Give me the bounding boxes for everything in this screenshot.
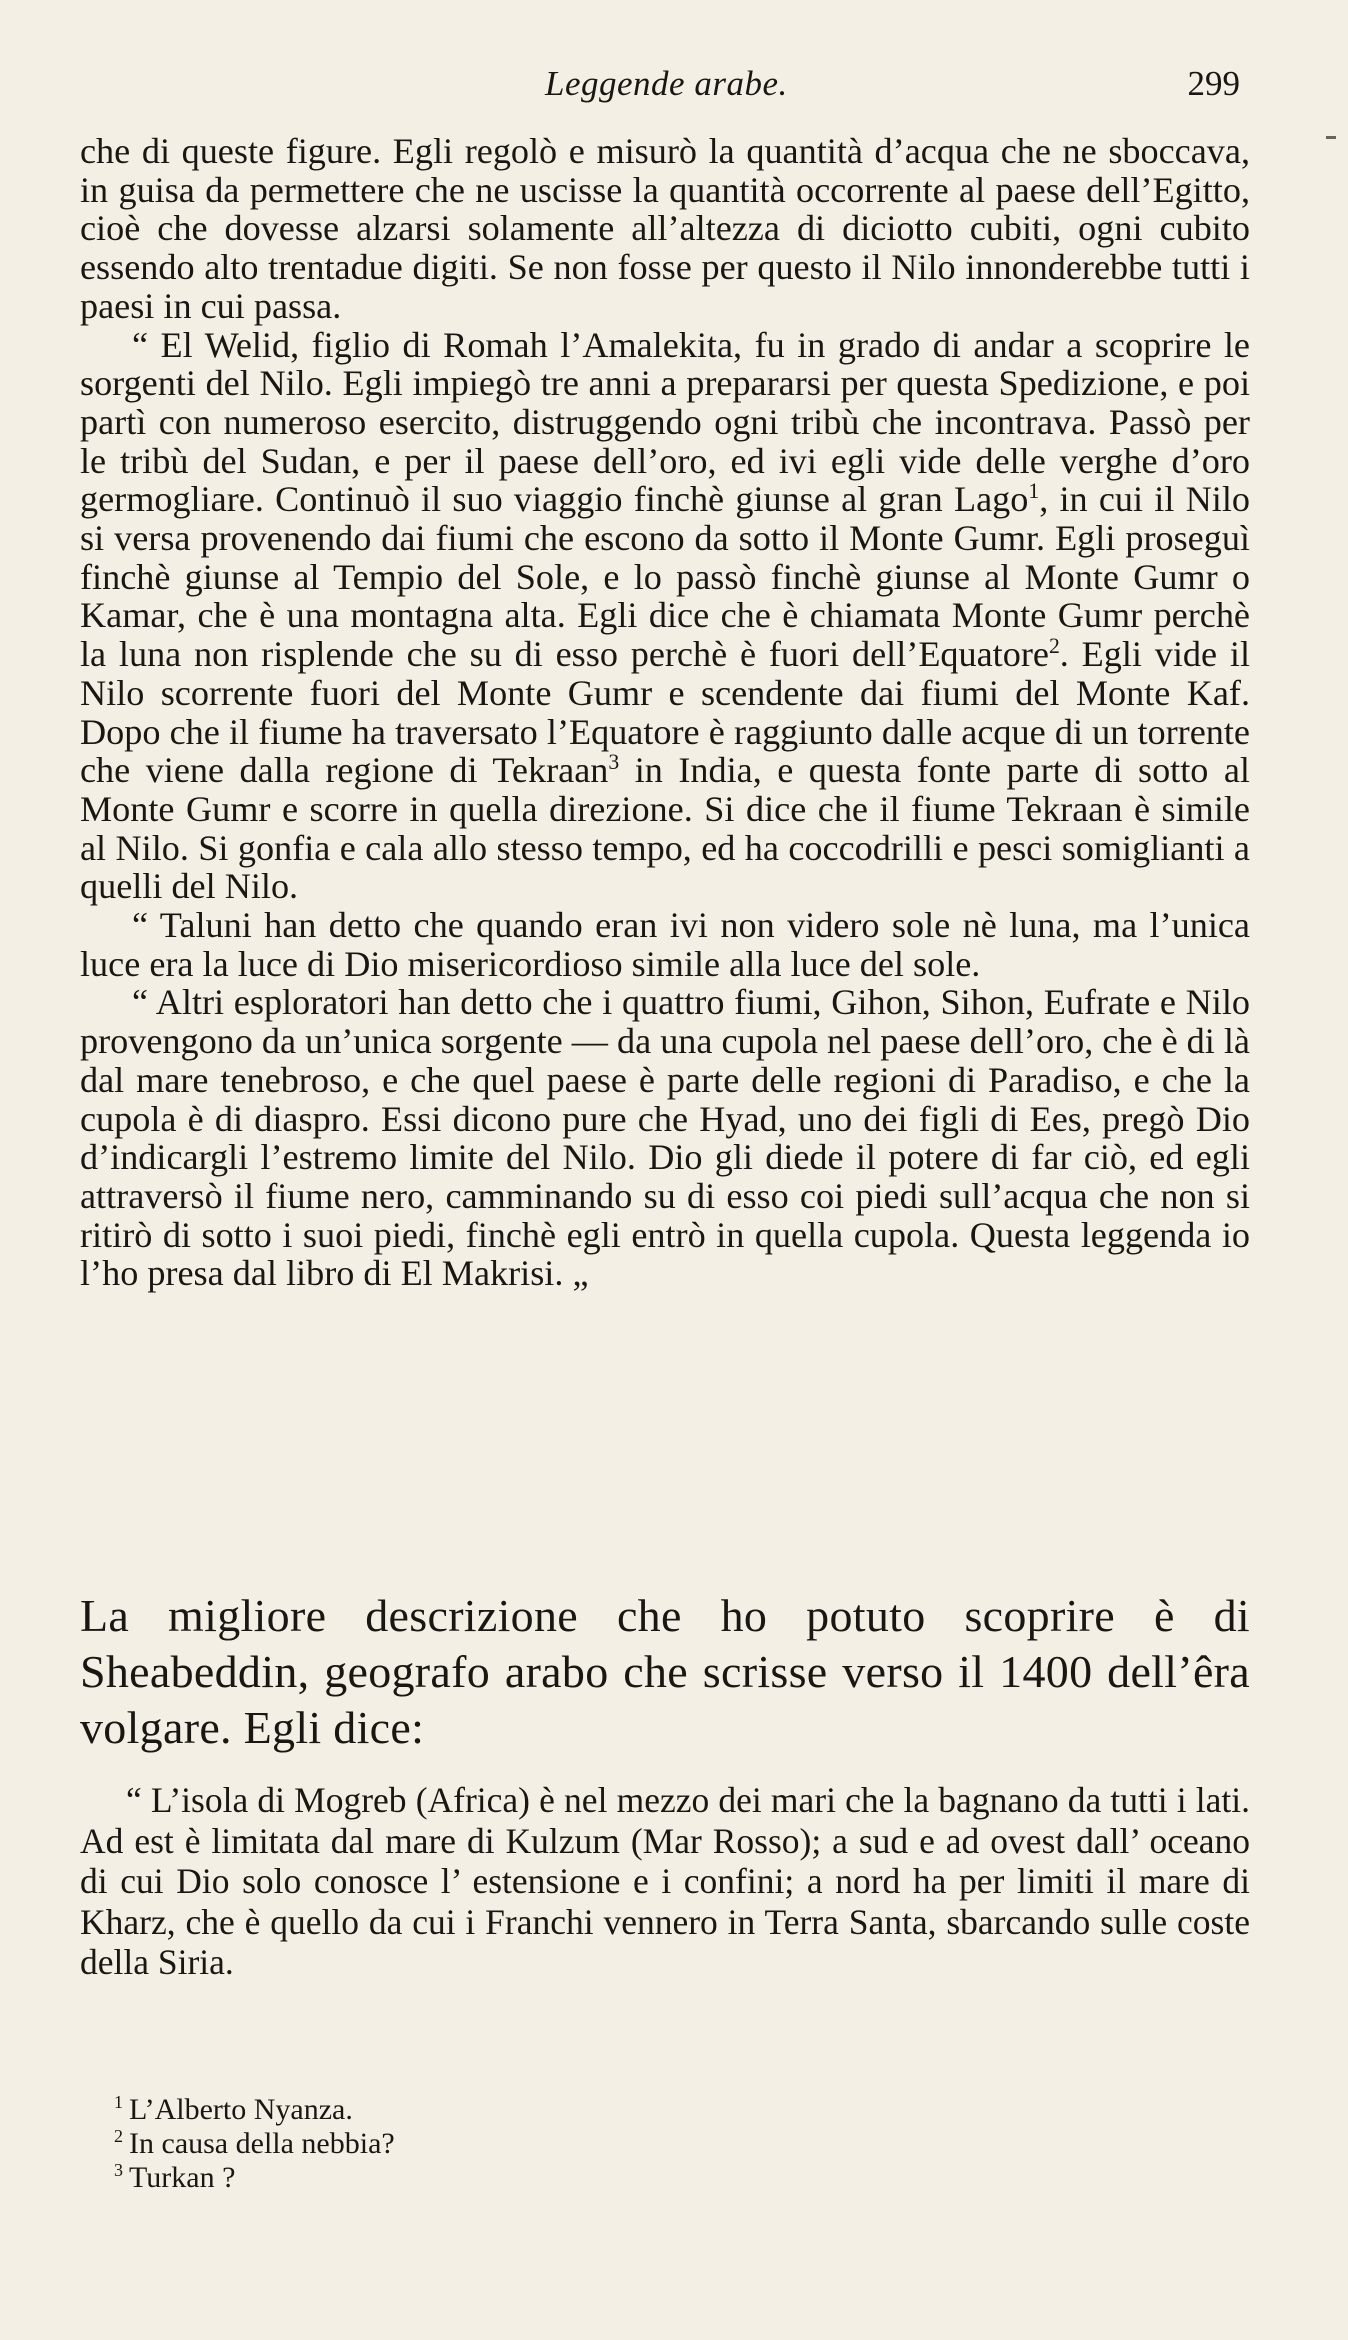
footnote-text: L’Alberto Nyanza. — [129, 2093, 353, 2126]
footnote-3 — [114, 2161, 814, 2195]
running-title: Leggende arabe. — [545, 64, 788, 103]
large-paragraph-text: La migliore descrizione che ho potuto scoprire è di Sheabeddin, geografo arabo che scrisse verso il 1400 dell’êra volgare. Egli dice: — [80, 1590, 1250, 1753]
paragraph-2-part-d: in India, e questa fonte parte di sotto al Monte Gumr e scorre in quella direzione. Si dice che il fiume Tekraan è simile al Nilo. Si gonfia e cala allo stesso tempo, ed ha coccodrilli e pesci somiglianti a quelli del Nilo. — [80, 750, 1250, 907]
large-paragraph — [80, 1588, 1250, 1756]
paragraph-2-part-a: “ El Welid, figlio di Romah l’Amalekita, fu in grado di andar a scoprire le sorgenti del Nilo. Egli impiegò tre anni a prepararsi per questa Spedizione, e poi partì con numeroso esercito, distruggendo ogni tribù che incontrava. Passò per le tribù del Sudan, e per il paese dell’oro, ed ivi egli vide delle verghe d’oro germogliare. Continuò il suo viaggio finchè giunse al gran Lago — [80, 324, 1250, 520]
footnote-number: 2 — [114, 2126, 123, 2146]
footnote-1 — [114, 2093, 814, 2127]
paragraph-3: “ Taluni han detto che quando eran ivi non videro sole nè luna, ma l’unica luce era la luce di Dio misericordioso simile alla luce del sole. — [80, 905, 1250, 984]
footnote-text: In causa della nebbia? — [129, 2127, 395, 2160]
running-header — [80, 58, 1240, 108]
paragraph-2 — [80, 326, 1250, 907]
footnote-ref-1: 1 — [1028, 479, 1040, 504]
quotation — [80, 1780, 1250, 1983]
paragraph-4: “ Altri esploratori han detto che i quattro fiumi, Gihon, Sihon, Eufrate e Nilo provengono da un’unica sorgente — da una cupola nel paese dell’oro, che è di là dal mare tenebroso, e che quel paese è parte delle regioni di Paradiso, e che la cupola è di diaspro. Essi dicono pure che Hyad, uno dei figli di Ees, pregò Dio d’indicargli l’estremo limite del Nilo. Dio gli diede il potere di far ciò, ed egli attraversò il fiume nero, camminando su di esso coi piedi sull’acqua che non si ritirò di sotto i suoi piedi, finchè egli entrò in quella cupola. Questa leggenda io l’ho presa dal libro di El Makrisi. „ — [80, 982, 1250, 1294]
footnote-number: 3 — [114, 2160, 123, 2180]
footnote-ref-3: 3 — [608, 750, 620, 775]
footnote-ref-2: 2 — [1048, 634, 1060, 659]
footnote-2 — [114, 2127, 814, 2161]
paragraph-1: che di queste figure. Egli regolò e misurò la quantità d’acqua che ne sboccava, in guisa da permettere che ne uscisse la quantità occorrente al paese dell’Egitto, cioè che dovesse alzarsi solamente all’altezza di diciotto cubiti, ogni cubito essendo alto trentadue digiti. Se non fosse per questo il Nilo innonderebbe tutti i paesi in cui passa. — [80, 131, 1250, 326]
footnotes — [114, 2093, 814, 2195]
footnote-number: 1 — [114, 2092, 123, 2112]
footnote-text: Turkan ? — [129, 2161, 236, 2194]
margin-mark — [1326, 136, 1336, 139]
paragraph-2-part-b: , in cui il Nilo si versa provenendo dai fiumi che escono da sotto il Monte Gumr. Egli proseguì finchè giunse al Tempio del Sole, e lo passò finchè giunse al Monte Gumr o Kamar, che è una montagna alta. Egli dice che è chiamata Monte Gumr perchè la luna non risplende che su di esso perchè è fuori dell’Equatore — [80, 479, 1250, 675]
quotation-text: “ L’isola di Mogreb (Africa) è nel mezzo dei mari che la bagnano da tutti i lati. Ad est è limitata dal mare di Kulzum (Mar Rosso); a sud e ad ovest dall’ oceano di cui Dio solo conosce l’ estensione e i confini; a nord ha per limiti il mare di Kharz, che è quello da cui i Franchi vennero in Terra Santa, sbarcando sulle coste della Siria. — [80, 1780, 1250, 1982]
main-text — [80, 132, 1250, 1293]
paragraph-2-part-c: . Egli vide il Nilo scorrente fuori del Monte Gumr e scendente dai fiumi del Monte Kaf. Dopo che il fiume ha traversato l’Equatore è raggiunto dalle acque di un torrente che viene dalla regione di Tekraan — [80, 634, 1251, 791]
page-number: 299 — [1187, 64, 1240, 103]
